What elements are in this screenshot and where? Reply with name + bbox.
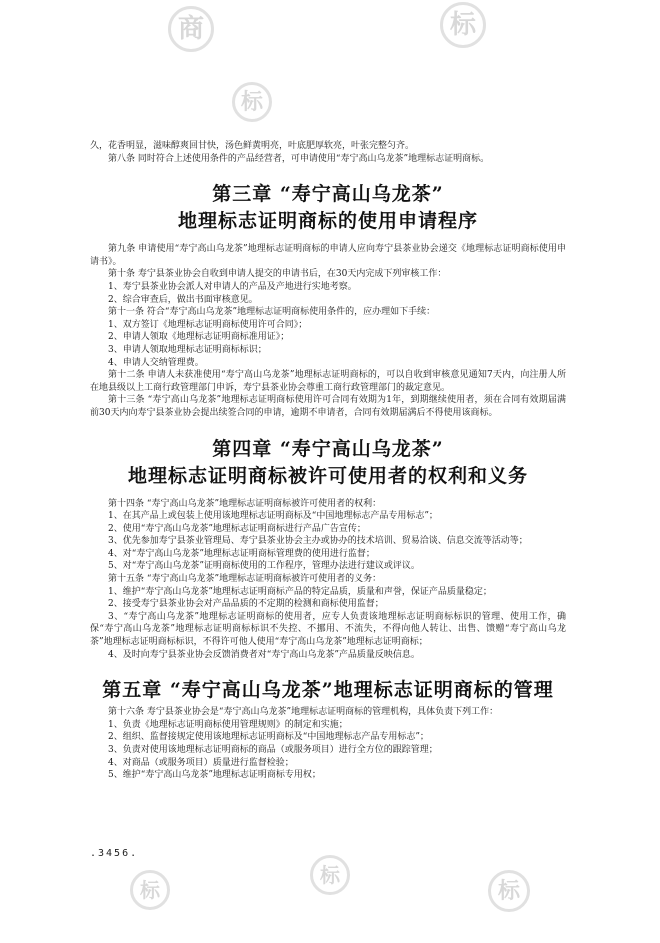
list-item: 1、在其产品上或包装上使用该地理标志证明商标及“中国地理标志产品专用标志”；: [108, 511, 438, 522]
list-item: 5、对“寿宁高山乌龙茶”证明商标使用的工作程序，管理办法进行建议或评议。: [108, 561, 420, 572]
list-item: 3、优先参加寿宁县茶业管理局、寿宁县茶业协会主办或协办的技术培训、贸易洽谈、信息交流等活动等；: [108, 536, 528, 547]
list-item: 4、对“寿宁高山乌龙茶”地理标志证明商标管理费的使用进行监督；: [108, 548, 375, 559]
chapter-3-title: 第三章 “寿宁高山乌龙茶”: [212, 183, 444, 206]
paragraph: 第十四条 “寿宁高山乌龙茶”地理标志证明商标被许可使用者的权利：: [108, 498, 382, 509]
paragraph: 第十条 寿宁县茶业协会自收到申请人提交的申请书后，在30天内完成下列审核工作：: [108, 269, 447, 280]
watermark-stamp: 标: [310, 855, 350, 895]
list-item: 1、双方签订《地理标志证明商标使用许可合同》；: [108, 319, 308, 330]
list-item: 5、维护“寿宁高山乌龙茶”地理标志证明商标专用权；: [108, 770, 321, 781]
watermark-stamp: 商: [168, 6, 214, 52]
paragraph: 第十五条 “寿宁高山乌龙茶”地理标志证明商标被许可使用者的义务：: [108, 574, 382, 585]
paragraph: 第八条 同时符合上述使用条件的产品经营者，可申请使用“寿宁高山乌龙茶”地理标志证明商标。: [108, 153, 490, 164]
list-item: 2、组织、监督接规定使用该地理标志证明商标及“中国地理标志产品专用标志”；: [108, 732, 429, 743]
list-item: 4、及时向寿宁县茶业协会反馈消费者对“寿宁高山乌龙茶”产品质量反映信息。: [108, 649, 420, 660]
list-item: 4、对商品（或服务项目）质量进行监督检验；: [108, 757, 294, 768]
list-item: 2、使用“寿宁高山乌龙茶”地理标志证明商标进行产品广告宣传；: [108, 523, 366, 534]
chapter-4-title: 第四章 “寿宁高山乌龙茶”: [212, 437, 444, 460]
paragraph: 久，花香明显，滋味醇爽回甘快，汤色鲜黄明亮，叶底肥厚软亮，叶张完整匀齐。: [90, 141, 415, 151]
chapter-3-subtitle: 地理标志证明商标的使用申请程序: [177, 210, 478, 233]
paragraph: 第九条 申请使用“寿宁高山乌龙茶”地理标志证明商标的申请人应向寿宁县茶业协会递交《地理标志证明商标使用申请书》。: [90, 244, 566, 267]
list-item: 2、申请人领取《地理标志证明商标准用证》；: [108, 332, 290, 343]
paragraph: 第十三条 “寿宁高山乌龙茶”地理标志证明商标使用许可合同有效期为1年，到期继续使用者，须在合同有效期届满前30天内向寿宁县茶业协会提出续签合同的申请，逾期不申请者，合同有效期届满后不得使用该商标。: [90, 395, 566, 418]
list-item: 3、申请人领取地理标志证明商标标识；: [108, 344, 267, 355]
page-number: .3456.: [90, 848, 139, 859]
list-item: 2、综合审查后，做出书面审核意见。: [108, 294, 258, 305]
watermark-stamp: 标: [440, 2, 486, 48]
document-body: [90, 140, 566, 782]
chapter-4-subtitle: 地理标志证明商标被许可使用者的权利和义务: [127, 464, 528, 487]
list-item: 4、申请人交纳管理费。: [108, 357, 204, 368]
list-item: 1、维护“寿宁高山乌龙茶”地理标志证明商标产品的特定品质，质量和声誉，保证产品质量稳定；: [108, 586, 492, 597]
watermark-stamp: 标: [232, 82, 272, 122]
paragraph: 第十六条 寿宁县茶业协会是“寿宁高山乌龙茶”地理标志证明商标的管理机构，具体负责下列工作：: [108, 707, 499, 718]
list-item: 2、接受寿宁县茶业协会对产品品质的不定期的检测和商标使用监督；: [108, 599, 384, 610]
watermark-stamp: 标: [130, 870, 170, 910]
list-item: 1、寿宁县茶业协会派人对申请人的产品及产地进行实地考察。: [108, 281, 357, 292]
paragraph: 第十一条 符合“寿宁高山乌龙茶”地理标志证明商标使用条件的，应办理如下手续：: [108, 307, 436, 318]
watermark-stamp: 标: [488, 870, 530, 912]
list-item: 1、负责《地理标志证明商标使用管理规则》的制定和实施；: [108, 719, 348, 730]
list-item: 3、负责对使用该地理标志证明商标的商品（或服务项目）进行全方位的跟踪管理；: [108, 745, 438, 755]
chapter-5-title: 第五章 “寿宁高山乌龙茶”地理标志证明商标的管理: [102, 679, 554, 702]
paragraph: 第十二条 申请人未获准使用“寿宁高山乌龙茶”地理标志证明商标的，可以自收到审核意见通知7天内，向注册人所在地县级以上工商行政管理部门申诉，寿宁县茶业协会尊重工商行政管理部门的裁定意见。: [90, 370, 566, 393]
list-item: 3、“寿宁高山乌龙茶”地理标志证明商标的使用者，应专人负责该地理标志证明商标标识的管理、使用工作，确保“寿宁高山乌龙茶”地理标志证明商标标识不失控、不挪用、不流失，不得向他人转让、出售、馈赠“寿宁高山乌龙茶”地理标志证明商标标识，不得许可他人使用“寿宁高山乌龙茶”地理标志证明商标；: [90, 611, 566, 648]
